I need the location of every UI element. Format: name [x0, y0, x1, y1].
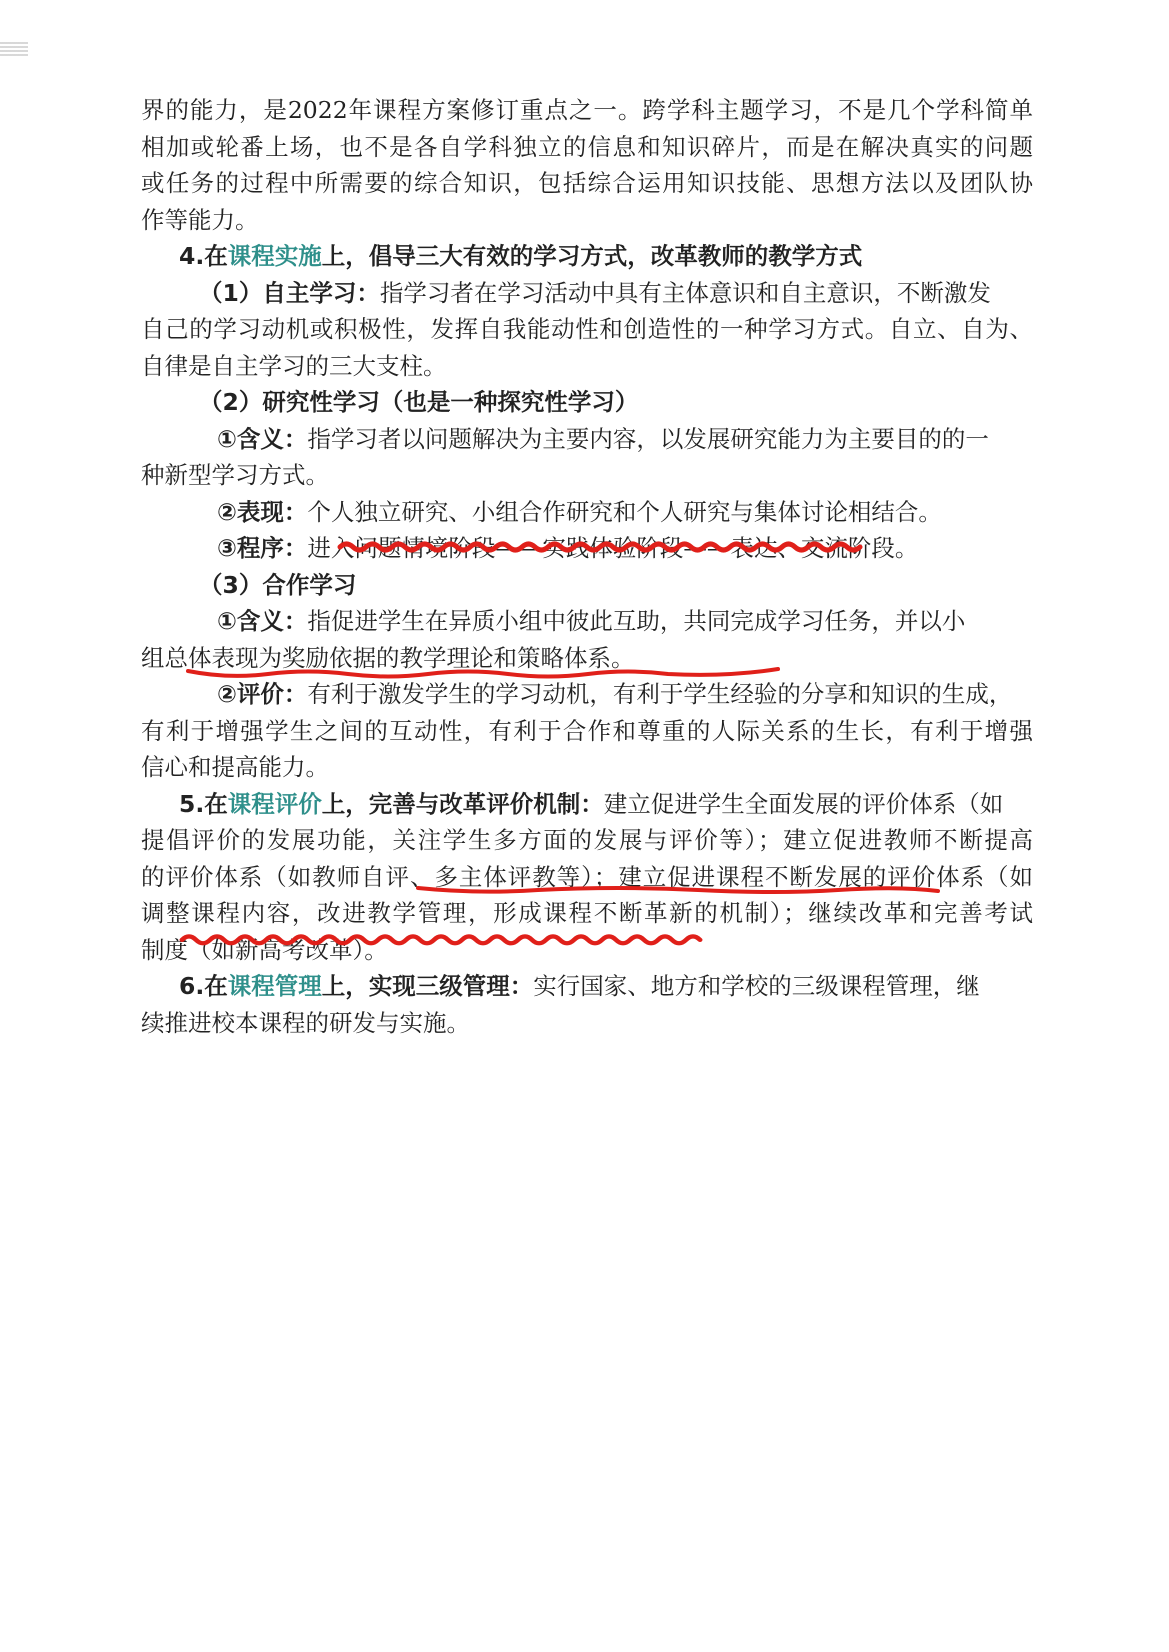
document-body [141, 92, 1033, 1041]
item-3-eval-label: ②评价： [217, 680, 308, 708]
intro-line-4: 作等能力。 [141, 205, 259, 234]
section-4-prefix: 4.在 [179, 242, 228, 270]
section-6-prefix: 6.在 [179, 972, 228, 1000]
item-1-line-3: 自律是自主学习的三大支柱。 [141, 351, 447, 380]
item-2-procedure-label: ③程序： [217, 534, 308, 562]
section-5-line-5: 制度（如新高考改革）。 [141, 935, 388, 964]
item-2-meaning-line-2: 种新型学习方式。 [141, 461, 329, 489]
section-5-prefix: 5.在 [179, 789, 228, 818]
section-5-keyword: 课程评价 [227, 789, 322, 818]
item-3-meaning-text-1: 指促进学生在异质小组中彼此互助，共同完成学习任务，并以小 [307, 607, 966, 635]
intro-line-3: 或任务的过程中所需要的综合知识，包括综合运用知识技能、思想方法以及团队协 [141, 169, 1033, 197]
item-2-performance-label: ②表现： [217, 497, 308, 526]
section-6-keyword: 课程管理 [227, 972, 322, 1000]
item-3-meaning-line-1 [141, 603, 1033, 640]
intro-line-2: 相加或轮番上场，也不是各自学科独立的信息和知识碎片，而是在解决真实的问题 [141, 132, 1033, 161]
item-3-heading: （3）合作学习 [199, 570, 357, 599]
section-5-text-1: 建立促进学生全面发展的评价体系（如 [603, 789, 1004, 818]
section-6-line-2: 续推进校本课程的研发与实施。 [141, 1008, 470, 1037]
item-2-meaning-text-1: 指学习者以问题解决为主要内容，以发展研究能力为主要目的的一 [307, 424, 989, 453]
section-5-title: 上，完善与改革评价机制： [321, 789, 604, 818]
item-3-eval-line-3: 信心和提高能力。 [141, 753, 329, 781]
section-4-heading [141, 238, 1033, 275]
item-3-eval-line-2: 有利于增强学生之间的互动性，有利于合作和尊重的人际关系的生长，有利于增强 [141, 716, 1033, 745]
item-1-line-2: 自己的学习动机或积极性，发挥自我能动性和创造性的一种学习方式。自立、自为、 [141, 315, 1033, 343]
item-2-meaning-label: ①含义： [217, 424, 308, 453]
item-2-performance [141, 494, 1033, 531]
section-5-line-4: 调整课程内容，改进教学管理，形成课程不断革新的机制）；继续改革和完善考试 [141, 899, 1033, 927]
section-4-title: 上，倡导三大有效的学习方式，改革教师的教学方式 [321, 242, 863, 270]
intro-line-1: 界的能力，是2022年课程方案修订重点之一。跨学科主题学习，不是几个学科简单 [141, 96, 1033, 124]
item-3-eval-line-1 [141, 676, 1033, 713]
item-1-label: （1）自主学习： [199, 278, 380, 307]
item-3-meaning-label: ①含义： [217, 607, 308, 635]
section-6-line-1 [141, 968, 1033, 1005]
item-3-eval-text-1: 有利于激发学生的学习动机，有利于学生经验的分享和知识的生成， [307, 680, 1013, 708]
section-5-line-1 [141, 786, 1033, 823]
item-2-heading: （2）研究性学习（也是一种探究性学习） [199, 388, 639, 416]
item-2-performance-text: 个人独立研究、小组合作研究和个人研究与集体讨论相结合。 [307, 497, 942, 526]
section-6-title: 上，实现三级管理： [321, 972, 534, 1000]
item-1-text-1: 指学习者在学习活动中具有主体意识和自主意识，不断激发 [379, 278, 991, 307]
item-2-procedure-text: 进入问题情境阶段——实践体验阶段——表达、交流阶段。 [307, 534, 919, 562]
page-edge-mark [0, 42, 28, 58]
section-4-keyword: 课程实施 [227, 242, 322, 270]
item-3-meaning-line-2: 组总体表现为奖励依据的教学理论和策略体系。 [141, 643, 635, 672]
section-6-text-1: 实行国家、地方和学校的三级课程管理，继 [533, 972, 980, 1000]
section-5-line-2: 提倡评价的发展功能，关注学生多方面的发展与评价等）；建立促进教师不断提高 [141, 826, 1033, 854]
item-1-line-1 [141, 275, 1033, 312]
section-5-line-3: 的评价体系（如教师自评、多主体评教等）；建立促进课程不断发展的评价体系（如 [141, 862, 1033, 891]
item-2-meaning-line-1 [141, 421, 1033, 458]
item-2-procedure [141, 530, 1033, 567]
